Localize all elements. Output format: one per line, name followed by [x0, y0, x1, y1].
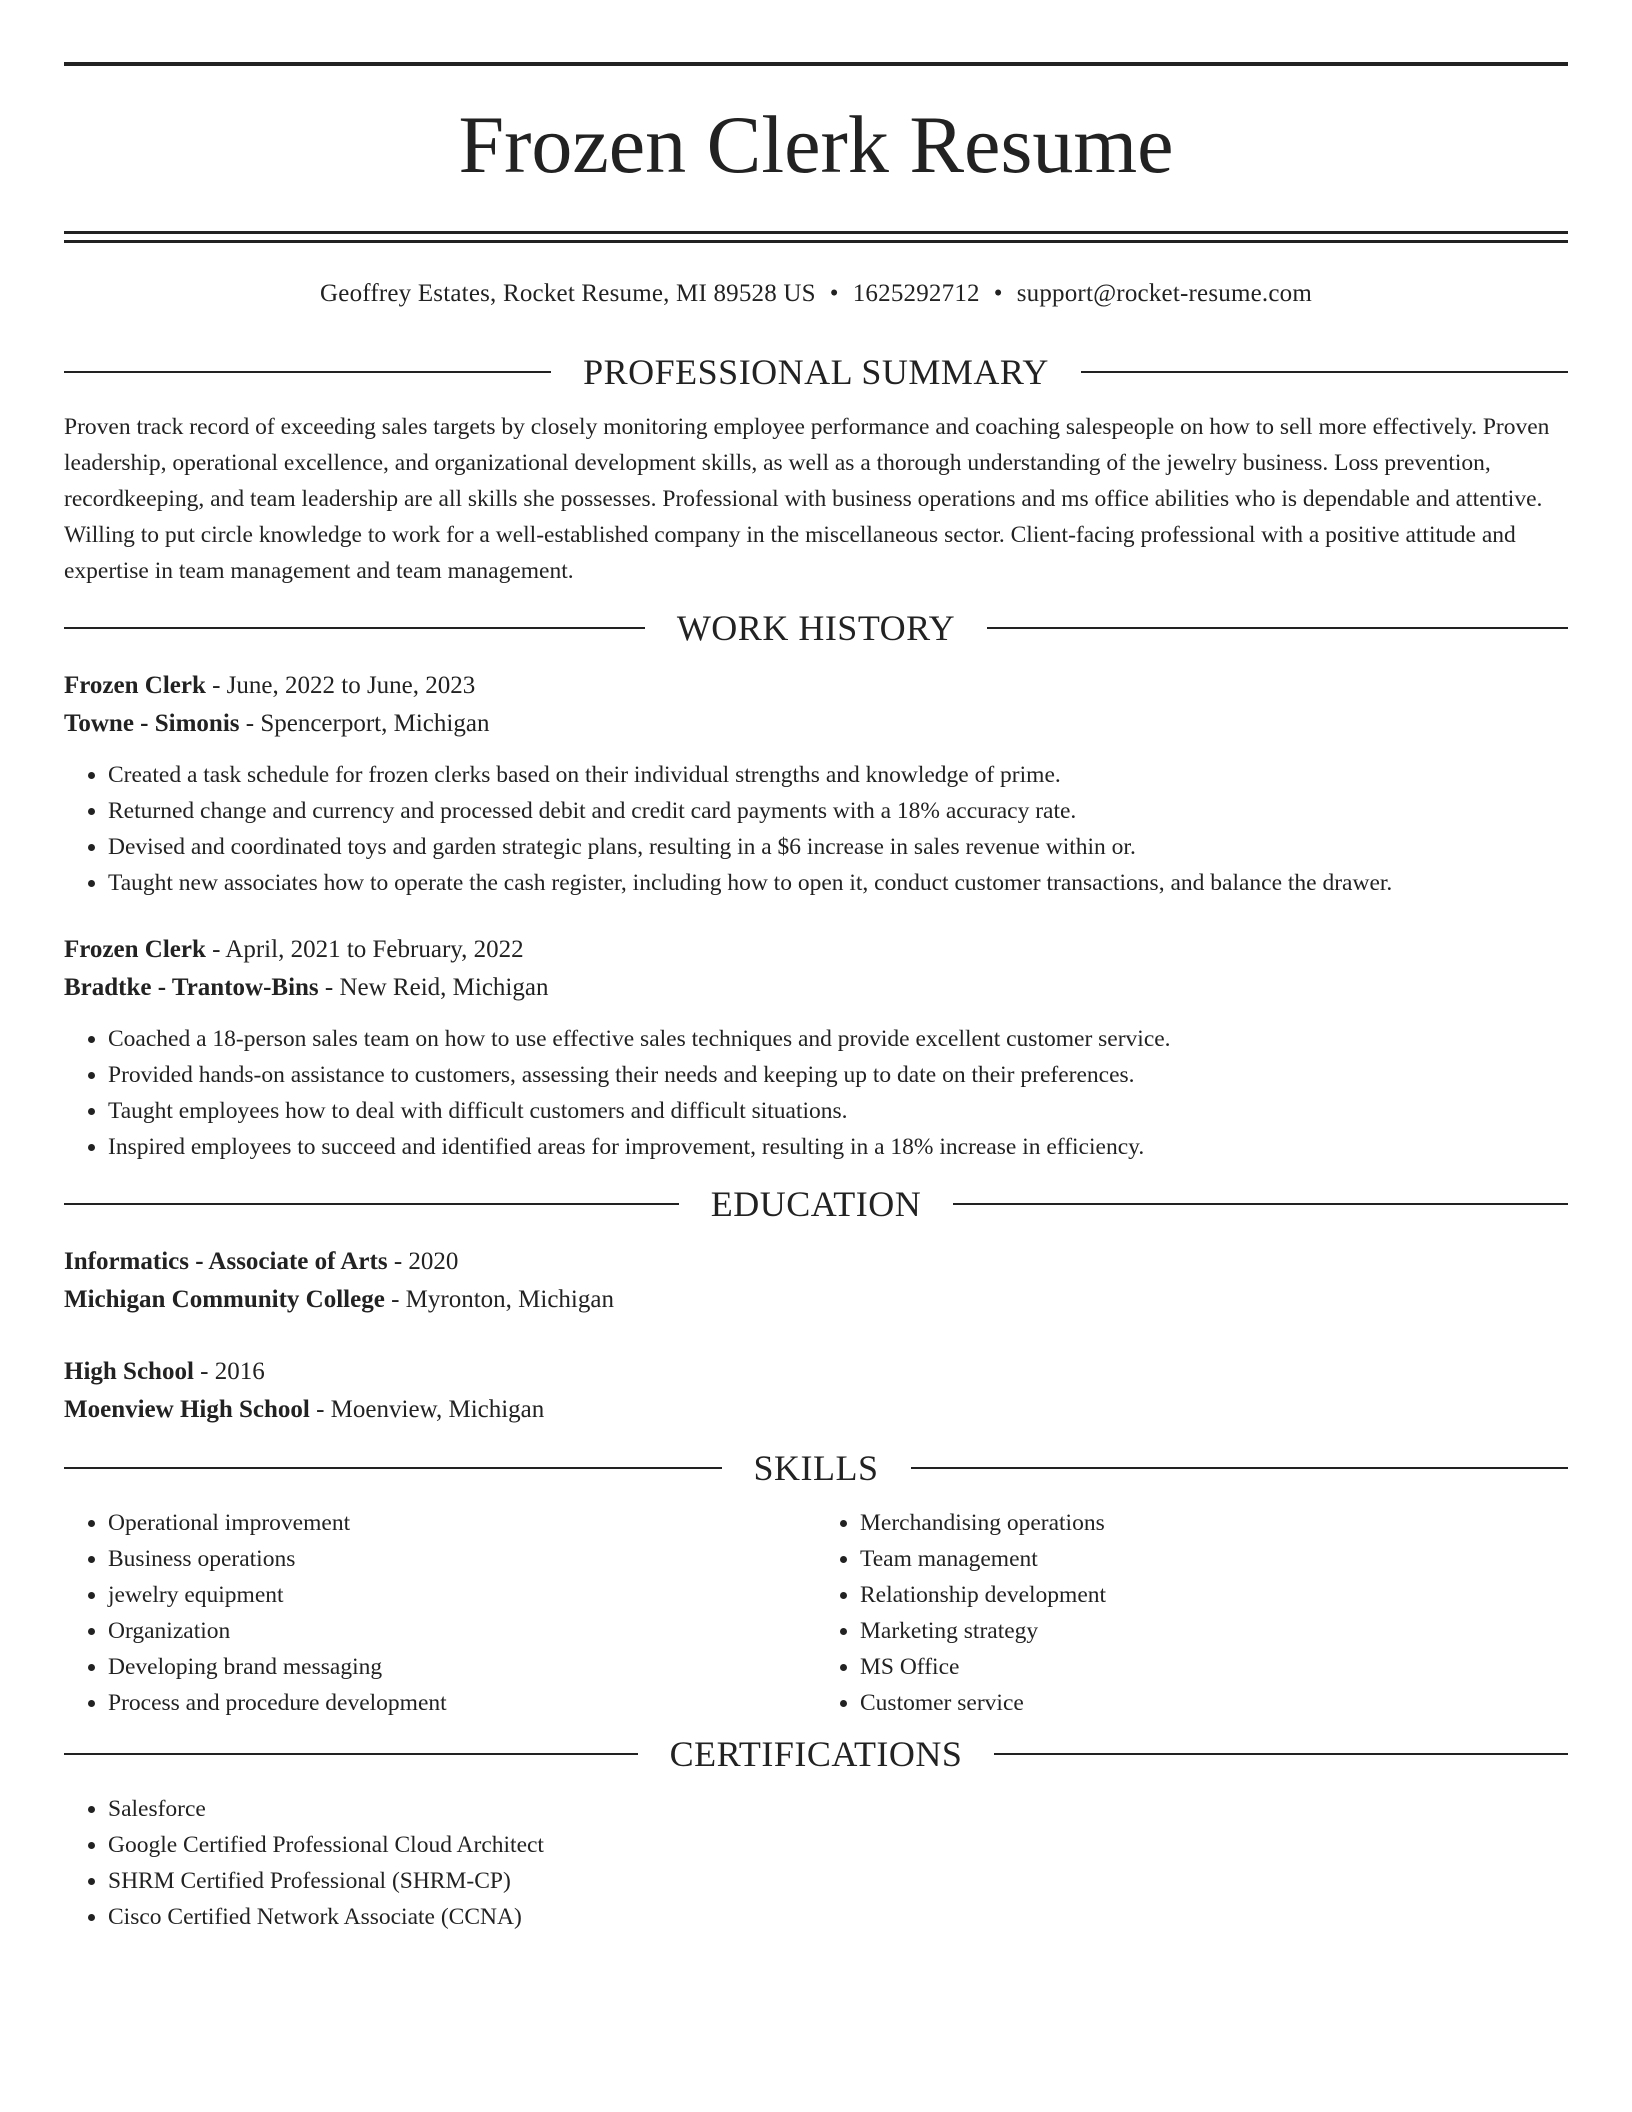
heading-rule: [994, 1753, 1568, 1755]
heading-rule: [1081, 371, 1568, 373]
list-item: • Operational improvement: [108, 1505, 816, 1541]
list-item: • Provided hands-on assistance to customers, assessing their needs and keeping up to date on their preferences.: [108, 1057, 1568, 1093]
list-item: • Marketing strategy: [860, 1613, 1568, 1649]
education-degree-line: [64, 1353, 1568, 1391]
job-company-line: [64, 705, 1568, 743]
job-title: Frozen Clerk: [64, 672, 206, 699]
certifications-list: [64, 1791, 1568, 1935]
education-degree: Informatics - Associate of Arts: [64, 1248, 388, 1275]
list-item: • Process and procedure development: [108, 1685, 816, 1721]
job-title: Frozen Clerk: [64, 936, 206, 963]
education-location: - Myronton, Michigan: [384, 1286, 614, 1313]
list-item: • Devised and coordinated toys and garden strategic plans, resulting in a $6 increase in sales revenue within or.: [108, 829, 1568, 865]
contact-separator: •: [829, 280, 839, 307]
section-heading-certifications: [64, 1729, 1568, 1779]
section-title: CERTIFICATIONS: [669, 1734, 963, 1774]
job-dates: - April, 2021 to February, 2022: [205, 936, 524, 963]
section-heading-skills: [64, 1443, 1568, 1493]
job-company: Bradtke - Trantow-Bins: [64, 974, 319, 1001]
heading-rule: [64, 1467, 722, 1469]
education-degree: High School: [64, 1358, 194, 1385]
contact-separator: •: [993, 280, 1003, 307]
list-item: • Returned change and currency and processed debit and credit card payments with a 18% accuracy rate.: [108, 793, 1568, 829]
job-bullet-list: [64, 1021, 1568, 1165]
education-degree-line: [64, 1243, 1568, 1281]
job-entry: [64, 667, 1568, 901]
job-entry: [64, 931, 1568, 1165]
top-rule: [64, 62, 1568, 66]
list-item: • Google Certified Professional Cloud Architect: [108, 1827, 1568, 1863]
education-school-line: [64, 1391, 1568, 1429]
list-item: • Customer service: [860, 1685, 1568, 1721]
heading-rule: [987, 627, 1568, 629]
education-entry: [64, 1243, 1568, 1319]
list-item: • MS Office: [860, 1649, 1568, 1685]
resume-title: Frozen Clerk Resume: [458, 99, 1174, 190]
skills-list-left: [64, 1505, 816, 1721]
list-item: • Cisco Certified Network Associate (CCNA): [108, 1899, 1568, 1935]
education-year: - 2020: [387, 1248, 459, 1275]
list-item: • Taught new associates how to operate the cash register, including how to open it, conduct customer transactions, and balance the drawer.: [108, 865, 1568, 901]
job-location: - Spencerport, Michigan: [239, 710, 490, 737]
job-company: Towne - Simonis: [64, 710, 240, 737]
list-item: • Merchandising operations: [860, 1505, 1568, 1541]
title-double-rule: [64, 231, 1568, 243]
list-item: • Team management: [860, 1541, 1568, 1577]
list-item: • Developing brand messaging: [108, 1649, 816, 1685]
education-school: Michigan Community College: [64, 1286, 385, 1313]
section-title: SKILLS: [753, 1448, 879, 1488]
section-title: PROFESSIONAL SUMMARY: [583, 352, 1049, 392]
job-company-line: [64, 969, 1568, 1007]
list-item: • Salesforce: [108, 1791, 1568, 1827]
heading-rule: [953, 1203, 1568, 1205]
section-title: WORK HISTORY: [676, 608, 956, 648]
list-item: • Coached a 18-person sales team on how to use effective sales techniques and provide excellent customer service.: [108, 1021, 1568, 1057]
heading-rule: [64, 627, 645, 629]
job-bullet-list: [64, 757, 1568, 901]
contact-email: support@rocket-resume.com: [1016, 280, 1312, 307]
section-title: EDUCATION: [710, 1184, 922, 1224]
list-item: • Created a task schedule for frozen clerks based on their individual strengths and knowledge of prime.: [108, 757, 1568, 793]
education-school: Moenview High School: [64, 1396, 310, 1423]
list-item: • jewelry equipment: [108, 1577, 816, 1613]
section-heading-summary: [64, 347, 1568, 397]
education-year: - 2016: [193, 1358, 265, 1385]
summary-paragraph: Proven track record of exceeding sales targets by closely monitoring employee performance and coaching salespeople on how to sell more effectively. Proven leadership, operational excellence, and organizational development skills, as well as a thorough understanding of the jewelry business. Loss prevention, recordkeeping, and team leadership are all skills she possesses. Professional with business operations and ms office abilities who is dependable and attentive. Willing to put circle knowledge to work for a well-established company in the miscellaneous sector. Client-facing professional with a positive attitude and expertise in team management and team management.: [64, 414, 1550, 584]
section-heading-education: [64, 1179, 1568, 1229]
heading-rule: [911, 1467, 1569, 1469]
list-item: • Organization: [108, 1613, 816, 1649]
job-location: - New Reid, Michigan: [318, 974, 549, 1001]
list-item: • Business operations: [108, 1541, 816, 1577]
contact-phone: 1625292712: [852, 280, 980, 307]
education-entry: [64, 1353, 1568, 1429]
job-dates: - June, 2022 to June, 2023: [205, 672, 476, 699]
job-title-line: [64, 667, 1568, 705]
list-item: • SHRM Certified Professional (SHRM-CP): [108, 1863, 1568, 1899]
heading-rule: [64, 1753, 638, 1755]
contact-line: [64, 276, 1568, 312]
job-title-line: [64, 931, 1568, 969]
list-item: • Taught employees how to deal with difficult customers and difficult situations.: [108, 1093, 1568, 1129]
list-item: • Relationship development: [860, 1577, 1568, 1613]
heading-rule: [64, 1203, 679, 1205]
heading-rule: [64, 371, 551, 373]
education-location: - Moenview, Michigan: [309, 1396, 545, 1423]
list-item: • Inspired employees to succeed and identified areas for improvement, resulting in a 18% increase in efficiency.: [108, 1129, 1568, 1165]
skills-grid: [64, 1505, 1568, 1721]
skills-list-right: [816, 1505, 1568, 1721]
education-school-line: [64, 1281, 1568, 1319]
contact-address: Geoffrey Estates, Rocket Resume, MI 89528 US: [320, 280, 816, 307]
section-heading-work: [64, 603, 1568, 653]
